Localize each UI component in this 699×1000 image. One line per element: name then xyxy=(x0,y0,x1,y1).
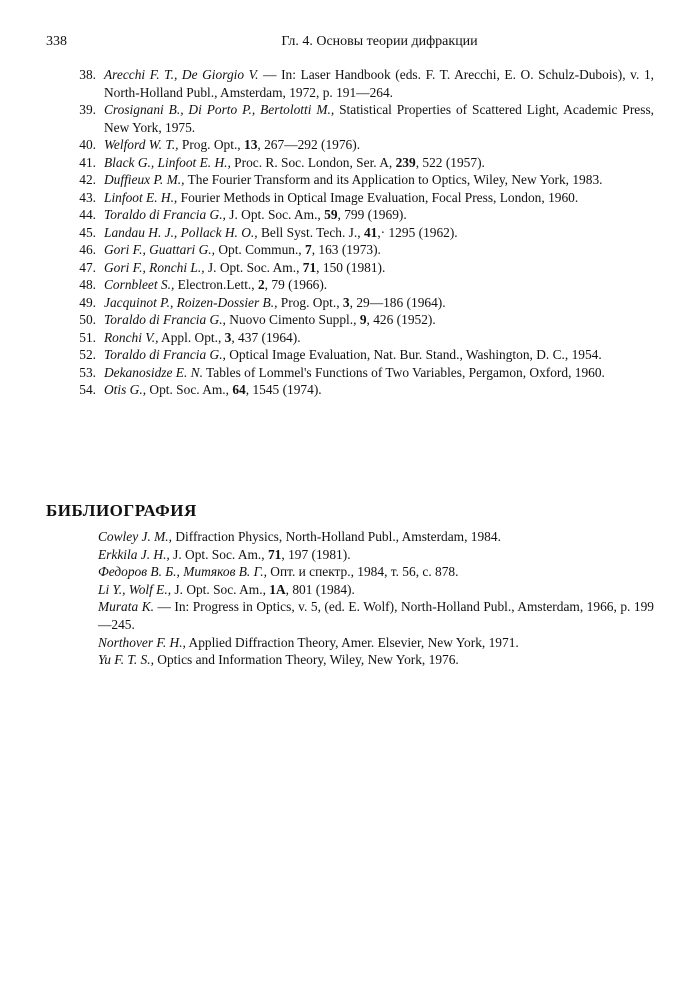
reference-list xyxy=(46,66,654,399)
reference-text xyxy=(104,311,654,329)
reference-item xyxy=(46,311,654,329)
reference-item xyxy=(46,364,654,382)
reference-volume: 41 xyxy=(363,224,378,240)
running-title: Гл. 4. Основы теории дифракции xyxy=(281,34,478,49)
reference-text xyxy=(104,189,654,207)
reference-text xyxy=(104,136,654,154)
reference-text xyxy=(104,364,654,382)
reference-pages: , 150 (1981). xyxy=(316,259,386,275)
reference-pages: ,· 1295 (1962). xyxy=(377,224,458,240)
reference-authors: Jacquinot P., Roizen-Dossier B., xyxy=(104,294,278,310)
reference-text xyxy=(104,171,654,189)
reference-number: 41. xyxy=(79,154,96,170)
bibliography-item xyxy=(98,651,654,669)
reference-item xyxy=(46,171,654,189)
reference-text xyxy=(104,381,654,399)
reference-source: Opt. Soc. Am., xyxy=(146,382,233,397)
page-number: 338 xyxy=(46,34,67,49)
bibliography-source: Опт. и спектр., 1984, т. 56, с. 878. xyxy=(266,564,459,580)
reference-number: 50. xyxy=(79,312,96,327)
reference-item xyxy=(46,189,654,207)
reference-item xyxy=(46,154,654,172)
reference-number: 54. xyxy=(79,382,96,397)
bibliography-pages: , 197 (1981). xyxy=(281,546,351,562)
reference-text xyxy=(104,329,654,347)
reference-authors: Crosignani B., Di Porto P., Bertolotti M., xyxy=(104,102,335,117)
reference-source: The Fourier Transform and its Application to Optics, Wiley, New York, 1983. xyxy=(184,172,603,187)
reference-item xyxy=(46,101,654,136)
reference-volume: 7 xyxy=(305,242,312,257)
reference-source: Fourier Methods in Optical Image Evaluation, Focal Press, London, 1960. xyxy=(177,189,579,205)
reference-number: 45. xyxy=(79,224,96,240)
reference-volume: 59 xyxy=(324,207,338,222)
reference-pages: , 79 (1966). xyxy=(264,277,328,292)
reference-authors: Gori F., Guattari G., xyxy=(104,242,215,257)
reference-item xyxy=(46,136,654,154)
bibliography-title: БИБЛИОГРАФИЯ xyxy=(46,501,197,520)
reference-text xyxy=(104,346,654,364)
reference-pages: , 522 (1957). xyxy=(415,154,485,170)
reference-number: 47. xyxy=(79,259,96,275)
page-header xyxy=(46,34,653,54)
reference-number: 51. xyxy=(79,329,96,345)
reference-source: Opt. Commun., xyxy=(214,242,306,257)
reference-pages: , 267—292 (1976). xyxy=(257,137,361,152)
reference-authors: Ronchi V., xyxy=(104,329,159,345)
reference-pages: , 426 (1952). xyxy=(366,312,436,327)
reference-volume: 3 xyxy=(224,329,232,345)
reference-pages: , 163 (1973). xyxy=(311,242,381,257)
reference-pages: , 437 (1964). xyxy=(231,329,301,345)
reference-volume: 71 xyxy=(302,259,317,275)
reference-authors: Linfoot E. H., xyxy=(104,189,178,205)
reference-authors: Toraldo di Francia G., xyxy=(104,347,226,362)
bibliography-authors: Murata K. xyxy=(98,599,154,615)
bibliography-source: Applied Diffraction Theory, Amer. Elsevier, New York, 1971. xyxy=(185,634,519,650)
reference-number: 48. xyxy=(79,277,96,292)
reference-volume: 13 xyxy=(244,137,258,152)
reference-item xyxy=(46,346,654,364)
reference-item xyxy=(46,259,654,277)
reference-source: Appl. Opt., xyxy=(158,329,225,345)
bibliography-authors: Northover F. H., xyxy=(98,634,186,650)
reference-source: Statistical Properties of Scattered Light, Academic Press, New York, 1975. xyxy=(104,102,655,135)
bibliography-item xyxy=(98,528,654,546)
reference-text xyxy=(104,294,654,312)
reference-number: 38. xyxy=(79,67,96,82)
bibliography-item xyxy=(98,563,654,581)
reference-authors: Landau H. J., Pollack H. O., xyxy=(104,224,258,240)
reference-authors: Cornbleet S., xyxy=(104,277,175,292)
bibliography-authors: Yu F. T. S., xyxy=(98,652,154,668)
reference-source: J. Opt. Soc. Am., xyxy=(204,259,303,275)
reference-source: Bell Syst. Tech. J., xyxy=(257,224,364,240)
reference-number: 52. xyxy=(79,347,96,362)
reference-volume: 64 xyxy=(232,382,246,397)
reference-authors: Arecchi F. T., De Giorgio V. xyxy=(104,67,259,82)
reference-text xyxy=(104,154,654,172)
reference-pages: , 1545 (1974). xyxy=(245,382,322,397)
reference-authors: Toraldo di Francia G., xyxy=(104,312,226,327)
bibliography-list xyxy=(98,528,654,669)
bibliography-pages: , 801 (1984). xyxy=(285,581,355,597)
bibliography-item xyxy=(98,634,654,652)
reference-authors: Dekanosidze E. N. xyxy=(104,364,203,380)
bibliography-authors: Li Y., Wolf E., xyxy=(98,581,172,597)
bibliography-authors: Федоров В. Б., Митяков В. Г., xyxy=(98,564,267,580)
reference-text xyxy=(104,259,654,277)
reference-item xyxy=(46,381,654,399)
reference-number: 40. xyxy=(79,137,96,152)
bibliography-volume: 71 xyxy=(267,546,282,562)
reference-number: 44. xyxy=(79,207,96,222)
reference-authors: Black G., Linfoot E. H., xyxy=(104,154,231,170)
reference-authors: Gori F., Ronchi L., xyxy=(104,259,205,275)
reference-item xyxy=(46,206,654,224)
reference-number: 49. xyxy=(79,294,96,310)
reference-item xyxy=(46,241,654,259)
reference-number: 43. xyxy=(79,189,96,205)
reference-source: J. Opt. Soc. Am., xyxy=(225,207,325,222)
reference-pages: , 799 (1969). xyxy=(337,207,407,222)
bibliography-authors: Erkkila J. H., xyxy=(98,546,170,562)
reference-item xyxy=(46,66,654,101)
reference-authors: Welford W. T., xyxy=(104,137,179,152)
bibliography-item xyxy=(98,581,654,599)
bibliography-source: Optics and Information Theory, Wiley, New York, 1976. xyxy=(153,652,459,668)
reference-item xyxy=(46,294,654,312)
bibliography-source: J. Opt. Soc. Am., xyxy=(169,546,268,562)
reference-authors: Otis G., xyxy=(104,382,147,397)
reference-number: 46. xyxy=(79,242,96,257)
reference-source: Tables of Lommel's Functions of Two Variables, Pergamon, Oxford, 1960. xyxy=(202,364,605,380)
reference-source: — In: Laser Handbook (eds. F. T. Arecchi, E. O. Schulz-Dubois), v. 1, North-Holland Publ., Amsterdam, 1972, p. 191—264. xyxy=(104,67,654,100)
bibliography-item xyxy=(98,546,654,564)
reference-volume: 2 xyxy=(257,277,265,292)
reference-volume: 9 xyxy=(359,312,367,327)
reference-text xyxy=(104,224,654,242)
reference-volume: 3 xyxy=(342,294,350,310)
reference-source: Electron.Lett., xyxy=(174,277,258,292)
bibliography-volume: 1A xyxy=(269,581,286,597)
reference-number: 42. xyxy=(79,172,96,187)
reference-pages: , 29—186 (1964). xyxy=(349,294,446,310)
bibliography-source: J. Opt. Soc. Am., xyxy=(171,581,270,597)
reference-text xyxy=(104,276,654,294)
bibliography-authors: Cowley J. M., xyxy=(98,529,173,544)
reference-text xyxy=(104,101,654,136)
reference-item xyxy=(46,224,654,242)
bibliography-item xyxy=(98,598,654,633)
reference-source: Prog. Opt., xyxy=(277,294,343,310)
reference-source: Prog. Opt., xyxy=(178,137,245,152)
reference-volume: 239 xyxy=(395,154,416,170)
bibliography-source: Diffraction Physics, North-Holland Publ., Amsterdam, 1984. xyxy=(172,529,501,544)
reference-item xyxy=(46,276,654,294)
reference-item xyxy=(46,329,654,347)
reference-text xyxy=(104,241,654,259)
reference-number: 39. xyxy=(79,102,96,117)
reference-authors: Toraldo di Francia G., xyxy=(104,207,226,222)
reference-text xyxy=(104,66,654,101)
reference-authors: Duffieux P. M., xyxy=(104,172,185,187)
reference-text xyxy=(104,206,654,224)
reference-source: Nuovo Cimento Suppl., xyxy=(225,312,360,327)
reference-number: 53. xyxy=(79,364,96,380)
reference-source: Optical Image Evaluation, Nat. Bur. Stand., Washington, D. C., 1954. xyxy=(225,347,602,362)
reference-source: Proc. R. Soc. London, Ser. A, xyxy=(230,154,396,170)
bibliography-source: — In: Progress in Optics, v. 5, (ed. E. Wolf), North-Holland Publ., Amsterdam, 1966, p. 199—245. xyxy=(98,599,654,632)
